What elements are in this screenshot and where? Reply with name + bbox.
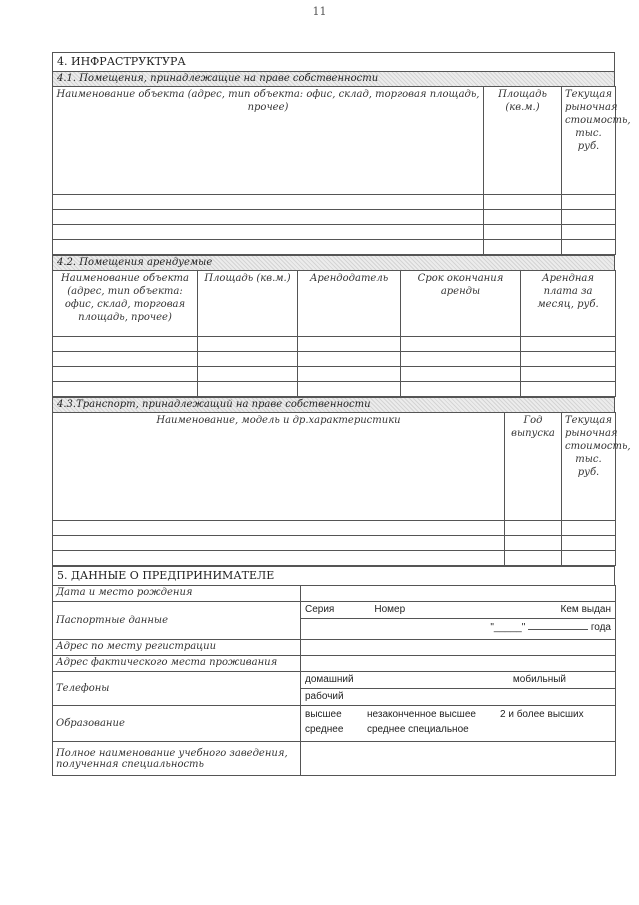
edu-secondary[interactable]: среднее <box>305 724 344 735</box>
col-header-rent: Арендная плата за месяц, руб. <box>521 271 616 337</box>
phone-home-label: домашний <box>305 674 354 685</box>
table-row[interactable] <box>53 521 616 536</box>
table-4-3-title: 4.3.Транспорт, принадлежащий на праве собственности <box>52 397 615 412</box>
col-header-value: Текущая рыночная стоимость, тыс. руб. <box>562 87 616 195</box>
passport-date-quote: "_____" <box>490 622 526 633</box>
actual-address-value[interactable] <box>301 656 616 672</box>
edu-two-plus[interactable]: 2 и более высших <box>500 709 584 720</box>
passport-issued-label: Кем выдан <box>560 604 611 615</box>
table-row[interactable] <box>53 225 616 240</box>
passport-number-label: Номер <box>374 604 406 615</box>
col-header-name: Наименование объекта (адрес, тип объекта: офис, склад, торговая площадь, прочее) <box>53 87 484 195</box>
edu-incomplete[interactable]: незаконченное высшее <box>367 709 476 720</box>
col-header-area: Площадь (кв.м.) <box>198 271 298 337</box>
col-header-landlord: Арендодатель <box>298 271 401 337</box>
col-header-term: Срок окончания аренды <box>401 271 521 337</box>
table-4-2-title: 4.2. Помещения арендуемые <box>52 255 615 270</box>
table-row[interactable] <box>53 337 616 352</box>
passport-value[interactable] <box>301 602 616 640</box>
phone-work-label: рабочий <box>305 691 344 702</box>
birth-label: Дата и место рождения <box>53 586 301 602</box>
form <box>52 52 631 776</box>
col-header-year: Год выпуска <box>505 413 562 521</box>
table-4-1 <box>52 86 631 255</box>
actual-address-label: Адрес фактического места проживания <box>53 656 301 672</box>
section-5-title: 5. ДАННЫЕ О ПРЕДПРИНИМАТЕЛЕ <box>52 566 615 585</box>
table-4-3 <box>52 412 631 566</box>
table-row[interactable] <box>53 240 616 255</box>
table-row[interactable] <box>53 210 616 225</box>
institution-value[interactable] <box>301 742 616 776</box>
table-row[interactable] <box>53 536 616 551</box>
phones-label: Телефоны <box>53 672 301 706</box>
education-value[interactable] <box>301 706 616 742</box>
table-row[interactable] <box>53 551 616 566</box>
table-row[interactable] <box>53 195 616 210</box>
section-4-title: 4. ИНФРАСТРУКТУРА <box>52 52 615 71</box>
table-4-2 <box>52 270 616 397</box>
col-header-name: Наименование, модель и др.характеристики <box>53 413 505 521</box>
birth-value[interactable] <box>301 586 616 602</box>
passport-year-label: года <box>590 622 611 633</box>
education-label: Образование <box>53 706 301 742</box>
registration-value[interactable] <box>301 640 616 656</box>
col-header-name: Наименование объекта (адрес, тип объекта: офис, склад, торговая площадь, прочее) <box>53 271 198 337</box>
phone-mobile-label: мобильный <box>512 674 566 685</box>
col-header-value: Текущая рыночная стоимость, тыс. руб. <box>562 413 616 521</box>
registration-label: Адрес по месту регистрации <box>53 640 301 656</box>
table-4-1-title: 4.1. Помещения, принадлежащие на праве собственности <box>52 71 615 86</box>
institution-label: Полное наименование учебного заведения, полученная специальность <box>53 742 301 776</box>
table-row[interactable] <box>53 382 616 397</box>
phones-value[interactable] <box>301 672 616 706</box>
col-header-area: Площадь (кв.м.) <box>484 87 562 195</box>
edu-secondary-special[interactable]: среднее специальное <box>367 724 469 735</box>
passport-label: Паспортные данные <box>53 602 301 640</box>
page-number: 11 <box>312 5 327 18</box>
edu-higher[interactable]: высшее <box>305 709 342 720</box>
entrepreneur-table <box>52 585 616 776</box>
passport-series-label: Серия <box>305 604 335 615</box>
table-row[interactable] <box>53 367 616 382</box>
table-row[interactable] <box>53 352 616 367</box>
